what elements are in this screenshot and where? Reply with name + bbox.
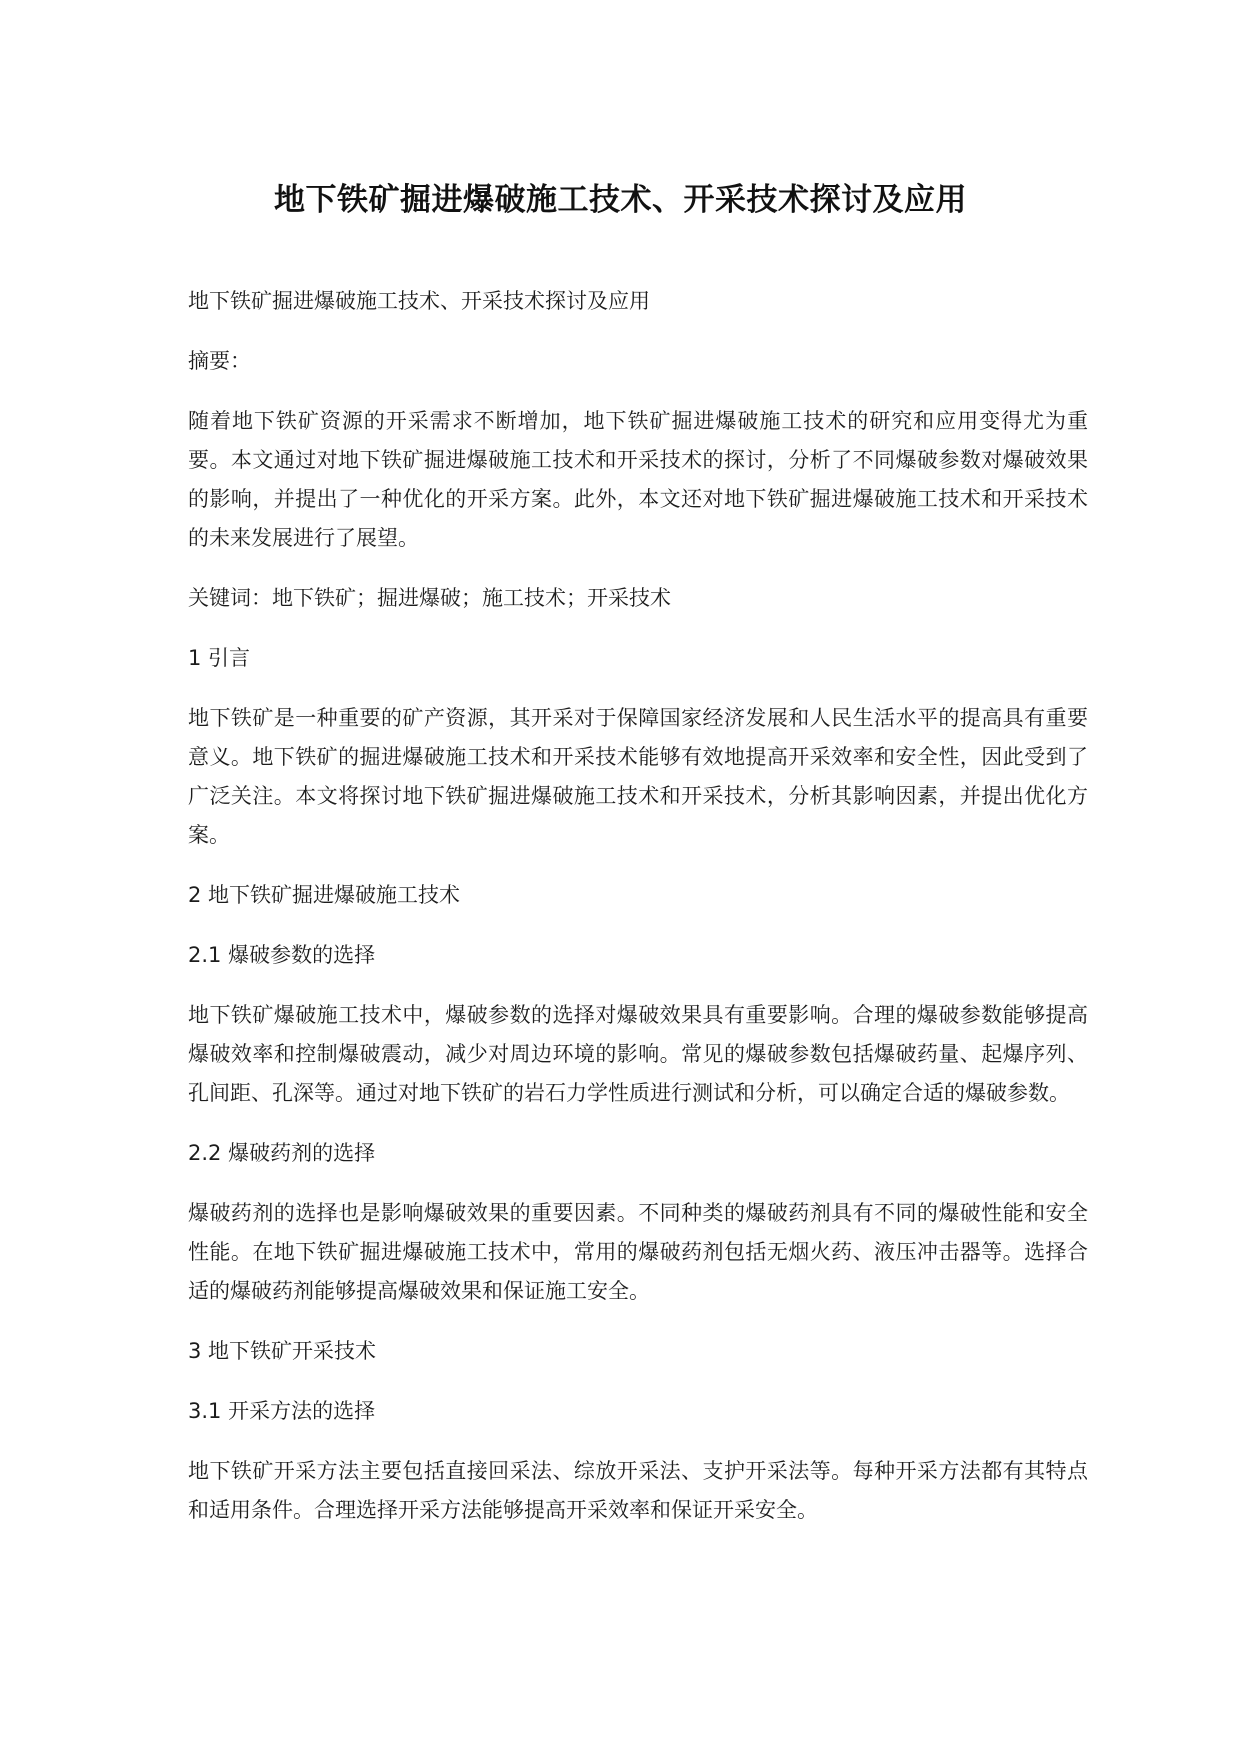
section-2-2-paragraph: 爆破药剂的选择也是影响爆破效果的重要因素。不同种类的爆破药剂具有不同的爆破性能和安全性能。在地下铁矿掘进爆破施工技术中，常用的爆破药剂包括无烟火药、液压冲击器等。选择合适的爆破药剂能够提高爆破效果和保证施工安全。 bbox=[188, 1201, 1088, 1303]
keywords-line: 关键词：地下铁矿；掘进爆破；施工技术；开采技术 bbox=[188, 586, 671, 610]
abstract-paragraph: 随着地下铁矿资源的开采需求不断增加，地下铁矿掘进爆破施工技术的研究和应用变得尤为重要。本文通过对地下铁矿掘进爆破施工技术和开采技术的探讨，分析了不同爆破参数对爆破效果的影响，并提出了一种优化的开采方案。此外，本文还对地下铁矿掘进爆破施工技术和开采技术的未来发展进行了展望。 bbox=[188, 409, 1088, 550]
section-3-1-paragraph: 地下铁矿开采方法主要包括直接回采法、综放开采法、支护开采法等。每种开采方法都有其特点和适用条件。合理选择开采方法能够提高开采效率和保证开采安全。 bbox=[188, 1459, 1088, 1522]
section-3-1-heading: 3.1 开采方法的选择 bbox=[188, 1399, 376, 1423]
section-2-2-heading: 2.2 爆破药剂的选择 bbox=[188, 1141, 376, 1165]
section-1-paragraph: 地下铁矿是一种重要的矿产资源，其开采对于保障国家经济发展和人民生活水平的提高具有重要意义。地下铁矿的掘进爆破施工技术和开采技术能够有效地提高开采效率和安全性，因此受到了广泛关注。本文将探讨地下铁矿掘进爆破施工技术和开采技术，分析其影响因素，并提出优化方案。 bbox=[188, 706, 1088, 847]
document-subtitle: 地下铁矿掘进爆破施工技术、开采技术探讨及应用 bbox=[188, 289, 650, 313]
abstract-label: 摘要： bbox=[188, 349, 251, 373]
section-2-1-paragraph: 地下铁矿爆破施工技术中，爆破参数的选择对爆破效果具有重要影响。合理的爆破参数能够提高爆破效率和控制爆破震动，减少对周边环境的影响。常见的爆破参数包括爆破药量、起爆序列、孔间距、孔深等。通过对地下铁矿的岩石力学性质进行测试和分析，可以确定合适的爆破参数。 bbox=[188, 1003, 1088, 1105]
document-title: 地下铁矿掘进爆破施工技术、开采技术探讨及应用 bbox=[274, 182, 967, 218]
section-2-heading: 2 地下铁矿掘进爆破施工技术 bbox=[188, 883, 461, 907]
section-2-1-heading: 2.1 爆破参数的选择 bbox=[188, 943, 376, 967]
document-body bbox=[188, 282, 1088, 1551]
section-3-heading: 3 地下铁矿开采技术 bbox=[188, 1339, 377, 1363]
section-1-heading: 1 引言 bbox=[188, 646, 251, 670]
